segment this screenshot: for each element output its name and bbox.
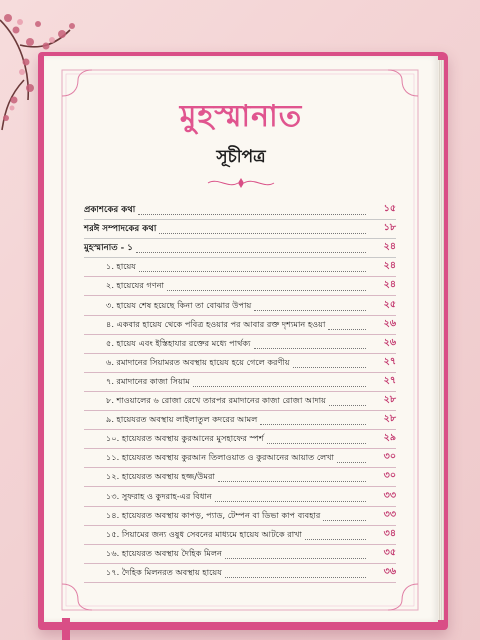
toc-entry-page: ২৬ <box>366 317 396 332</box>
toc-entry-page: ৩৩ <box>366 508 396 523</box>
dot-leader <box>167 290 366 291</box>
dot-leader <box>215 501 366 502</box>
toc-entry-label: ১২. হায়েযরত অবস্থায় হজ্জ/উমরা <box>84 471 218 484</box>
toc-entry-page: ২৪ <box>366 259 396 274</box>
dot-leader <box>138 214 366 215</box>
toc-entry-label: ৭. রমাদানের কাজা সিয়াম <box>84 376 193 389</box>
dot-leader <box>136 252 366 253</box>
dot-leader <box>225 577 366 578</box>
toc-entry[interactable] <box>84 198 396 217</box>
dot-leader <box>305 539 366 540</box>
dot-leader <box>260 424 366 425</box>
toc-entry[interactable] <box>84 523 396 542</box>
toc-entry-page: ৩৪ <box>366 527 396 542</box>
toc-entry-page: ৩৫ <box>366 546 396 561</box>
dot-leader <box>337 462 366 463</box>
toc-entry-page: ৩০ <box>366 450 396 465</box>
dot-leader <box>225 558 366 559</box>
toc-entry-page: ২৬ <box>366 336 396 351</box>
row-divider <box>84 582 396 583</box>
toc-entry-page: ২৭ <box>366 374 396 389</box>
toc-entries <box>84 198 396 580</box>
toc-entry[interactable] <box>84 504 396 523</box>
dot-leader <box>329 405 366 406</box>
toc-entry[interactable] <box>84 427 396 446</box>
toc-entry-label: ২. হায়েযের গণনা <box>84 280 167 293</box>
toc-entry[interactable] <box>84 408 396 427</box>
dot-leader <box>159 233 366 234</box>
toc-entry-page: ১৮ <box>366 221 396 236</box>
toc-entry[interactable] <box>84 465 396 484</box>
toc-entry-label: ১০. হায়েযরত অবস্থায় কুরআনের মুসহাফের স্পর্শ <box>84 433 267 446</box>
toc-entry-page: ১৫ <box>366 202 396 217</box>
toc-heading: সূচীপত্র <box>216 147 266 167</box>
toc-entry-page: ২৯ <box>366 431 396 446</box>
toc-entry[interactable] <box>84 542 396 561</box>
toc-entry-page: ৩৬ <box>366 565 396 580</box>
toc-entry-page: ৩৩ <box>366 489 396 504</box>
toc-entry[interactable] <box>84 561 396 580</box>
toc-entry[interactable] <box>84 236 396 255</box>
toc-entry-page: ২৮ <box>366 393 396 408</box>
dot-leader <box>254 310 366 311</box>
toc-entry-label: ৫. হায়েয এবং ইস্তিহাযার রক্তের মধ্যে পার্থক্য <box>84 338 254 351</box>
toc-entry-label: শরঈ সম্পাদকের কথা <box>84 222 159 236</box>
toc-entry[interactable] <box>84 274 396 293</box>
toc-entry[interactable] <box>84 313 396 332</box>
toc-entry[interactable] <box>84 370 396 389</box>
toc-entry[interactable] <box>84 351 396 370</box>
toc-entry-page: ২৪ <box>366 240 396 255</box>
dot-leader <box>293 367 366 368</box>
toc-entry-label: ৮. শাওয়ালের ৬ রোজা রেখে তারপর রমাদানের কাজা রোজা আদায় <box>84 395 329 408</box>
toc-entry-label: মুহস্মানাত - ১ <box>84 241 136 255</box>
dot-leader <box>328 329 366 330</box>
toc-entry-page: ২৭ <box>366 355 396 370</box>
toc-page <box>44 56 438 622</box>
dot-leader <box>267 443 366 444</box>
toc-entry-label: ৪. একবার হায়েয থেকে পবিত্র হওয়ার পর আবার রক্ত দৃশ্যমান হওয়া <box>84 319 328 332</box>
toc-entry-page: ২৫ <box>366 298 396 313</box>
toc-entry-label: ১৭. দৈহিক মিলনরত অবস্থায় হায়েয <box>84 567 225 580</box>
dot-leader <box>193 386 366 387</box>
toc-entry-page: ২৮ <box>366 412 396 427</box>
toc-entry-page: ২৪ <box>366 278 396 293</box>
toc-entry-label: ১৩. সুফরাহ ও কুদরাহ-এর বিধান <box>84 491 215 504</box>
toc-entry[interactable] <box>84 293 396 312</box>
book-title: মুহস্মানাত <box>179 99 303 134</box>
toc-entry-label: ৬. রমাদানের সিয়ামরত অবস্থায় হায়েয হয়ে গেলে করণীয় <box>84 357 293 370</box>
toc-entry-page: ৩০ <box>366 469 396 484</box>
toc-entry[interactable] <box>84 389 396 408</box>
dot-leader <box>323 520 366 521</box>
flourish-ornament-icon <box>206 176 276 190</box>
dot-leader <box>218 481 366 482</box>
toc-entry-label: ১১. হায়েযরত অবস্থায় কুরআন তিলাওয়াত ও কুরআনের আয়াত লেখা <box>84 452 337 465</box>
dot-leader <box>139 271 366 272</box>
dot-leader <box>254 348 367 349</box>
toc-entry[interactable] <box>84 255 396 274</box>
toc-entry-label: ১. হায়েয <box>84 261 139 274</box>
toc-entry-label: ১৬. হায়েযরত অবস্থায় দৈহিক মিলন <box>84 548 225 561</box>
toc-entry[interactable] <box>84 332 396 351</box>
toc-entry[interactable] <box>84 484 396 503</box>
toc-entry-label: ১৫. সিয়ামের জন্য ওষুধ সেবনের মাধ্যমে হায়েয আটকে রাখা <box>84 529 305 542</box>
toc-entry[interactable] <box>84 217 396 236</box>
toc-entry[interactable] <box>84 446 396 465</box>
toc-entry-label: প্রকাশকের কথা <box>84 203 138 217</box>
toc-entry-label: ৯. হায়েযরত অবস্থায় লাইলাতুল কদরের আমল <box>84 414 260 427</box>
toc-entry-label: ১৪. হায়েযরত অবস্থায় কাপড়, প্যাড, টেম্পন বা ডিভা কাপ ব্যবহার <box>84 510 323 523</box>
bookmark-ribbon <box>62 618 70 640</box>
toc-entry-label: ৩. হায়েয শেষ হয়েছে কিনা তা বোঝার উপায় <box>84 300 254 313</box>
